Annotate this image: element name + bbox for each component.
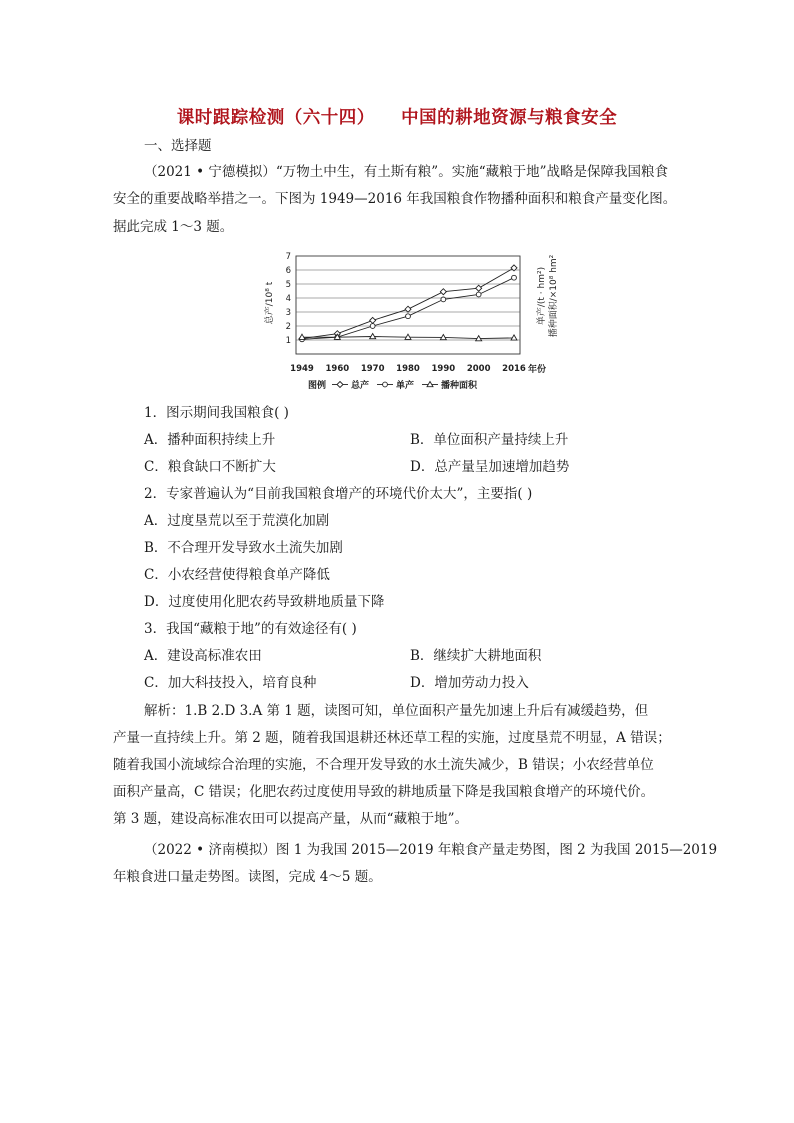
data-point <box>370 317 376 323</box>
data-point <box>406 314 411 319</box>
x-tick-label: 1960 <box>325 364 350 374</box>
q3-option-b: B．继续扩大耕地面积 <box>410 648 542 664</box>
legend-label: 单产 <box>396 381 415 391</box>
grain-chart <box>258 248 558 393</box>
question-2: 2．专家普遍认为“目前我国粮食增产的环境代价太大”，主要指( ) <box>144 486 533 502</box>
analysis-line1: 解析：1.B 2.D 3.A 第 1 题，读图可知，单位面积产量先加速上升后有减缓趋势，但 <box>144 703 649 719</box>
q2-option-a: A．过度垦荒以至于荒漠化加剧 <box>144 513 330 529</box>
y-axis-label-left: 总产/10⁸ t <box>265 281 275 325</box>
chart-series <box>299 265 517 342</box>
y-tick-label: 5 <box>285 280 291 290</box>
q1-option-b: B．单位面积产量持续上升 <box>410 432 569 448</box>
q3-option-c: C．加大科技投入，培育良种 <box>144 675 317 691</box>
data-point <box>405 306 411 312</box>
intro1-line1: （2021 • 宁德模拟）“万物土中生，有土斯有粮”。实施“藏粮于地”战略是保障我国粮食 <box>144 164 669 180</box>
data-point <box>512 275 517 280</box>
q1-option-c: C．粮食缺口不断扩大 <box>144 459 276 475</box>
q1-option-d: D．总产量呈加速增加趋势 <box>410 459 570 475</box>
series-diamond <box>299 265 517 342</box>
legend-item <box>377 379 414 391</box>
question-1: 1．图示期间我国粮食( ) <box>144 405 289 421</box>
x-tick-label: 2016 <box>502 364 526 374</box>
chart-legend <box>308 379 478 391</box>
analysis-line2: 产量一直持续上升。第 2 题，随着我国退耕还林还草工程的实施，过度垦荒不明显，A 错误； <box>113 730 671 746</box>
y-axis-label-right-1: 单产/(t · hm²) <box>537 266 547 326</box>
analysis-line4: 面积产量高，C 错误；化肥农药过度使用导致的耕地质量下降是我国粮食增产的环境代价。 <box>113 784 655 800</box>
analysis-line5: 第 3 题，建设高标准农田可以提高产量，从而“藏粮于地”。 <box>113 811 468 827</box>
intro2-line2: 年粮食进口量走势图。读图，完成 4～5 题。 <box>113 869 382 885</box>
q1-option-a: A．播种面积持续上升 <box>144 432 276 448</box>
q2-option-c: C．小农经营使得粮食单产降低 <box>144 567 330 583</box>
intro1-line3: 据此完成 1～3 题。 <box>113 219 234 235</box>
y-tick-label: 2 <box>285 322 291 332</box>
question-3: 3．我国“藏粮于地”的有效途径有( ) <box>144 621 357 637</box>
y-tick-labels <box>286 252 291 346</box>
legend-label: 播种面积 <box>441 381 478 391</box>
x-axis-unit: 年份 <box>528 365 547 375</box>
section-heading: 一、选择题 <box>144 138 212 154</box>
x-tick-label: 2000 <box>466 364 491 374</box>
y-tick-label: 7 <box>285 252 291 262</box>
y-tick-label: 3 <box>285 308 291 318</box>
legend-item <box>332 379 369 391</box>
x-tick-label: 1980 <box>396 364 420 374</box>
q3-option-a: A．建设高标准农田 <box>144 648 262 664</box>
x-tick-label: 1970 <box>360 364 385 374</box>
data-point <box>441 297 446 302</box>
data-point <box>476 285 482 291</box>
y-tick-label: 6 <box>285 266 291 276</box>
y-tick-label: 4 <box>285 294 291 304</box>
q2-option-b: B．不合理开发导致水土流失加剧 <box>144 540 343 556</box>
q2-option-d: D．过度使用化肥农药导致耕地质量下降 <box>144 594 385 610</box>
analysis-line3: 随着我国小流域综合治理的实施，不合理开发导致的水土流失减少，B 错误；小农经营单位 <box>113 757 654 773</box>
page-title: 课时跟踪检测（六十四） 中国的耕地资源与粮食安全 <box>176 108 618 128</box>
legend-item <box>422 379 478 391</box>
legend-label: 总产 <box>351 381 370 391</box>
data-point <box>440 289 446 295</box>
q3-option-d: D．增加劳动力投入 <box>410 675 529 691</box>
legend-marker <box>383 382 388 387</box>
x-tick-label: 1949 <box>290 364 314 374</box>
y-axis-label-right-2: 播种面积/×10⁸ hm² <box>549 254 559 338</box>
x-tick-labels <box>290 364 526 374</box>
legend-marker <box>337 382 343 388</box>
y-tick-label: 1 <box>285 336 291 346</box>
legend-title: 图例 <box>308 381 327 391</box>
intro2-line1: （2022 • 济南模拟）图 1 为我国 2015—2019 年粮食产量走势图，图 2 为我国 2015—2019 <box>144 842 718 858</box>
data-point <box>476 292 481 297</box>
x-tick-label: 1990 <box>431 364 456 374</box>
intro1-line2: 安全的重要战略举措之一。下图为 1949—2016 年我国粮食作物播种面积和粮食产量变化图。 <box>113 191 677 207</box>
series-line <box>302 268 514 339</box>
data-point <box>370 324 375 329</box>
